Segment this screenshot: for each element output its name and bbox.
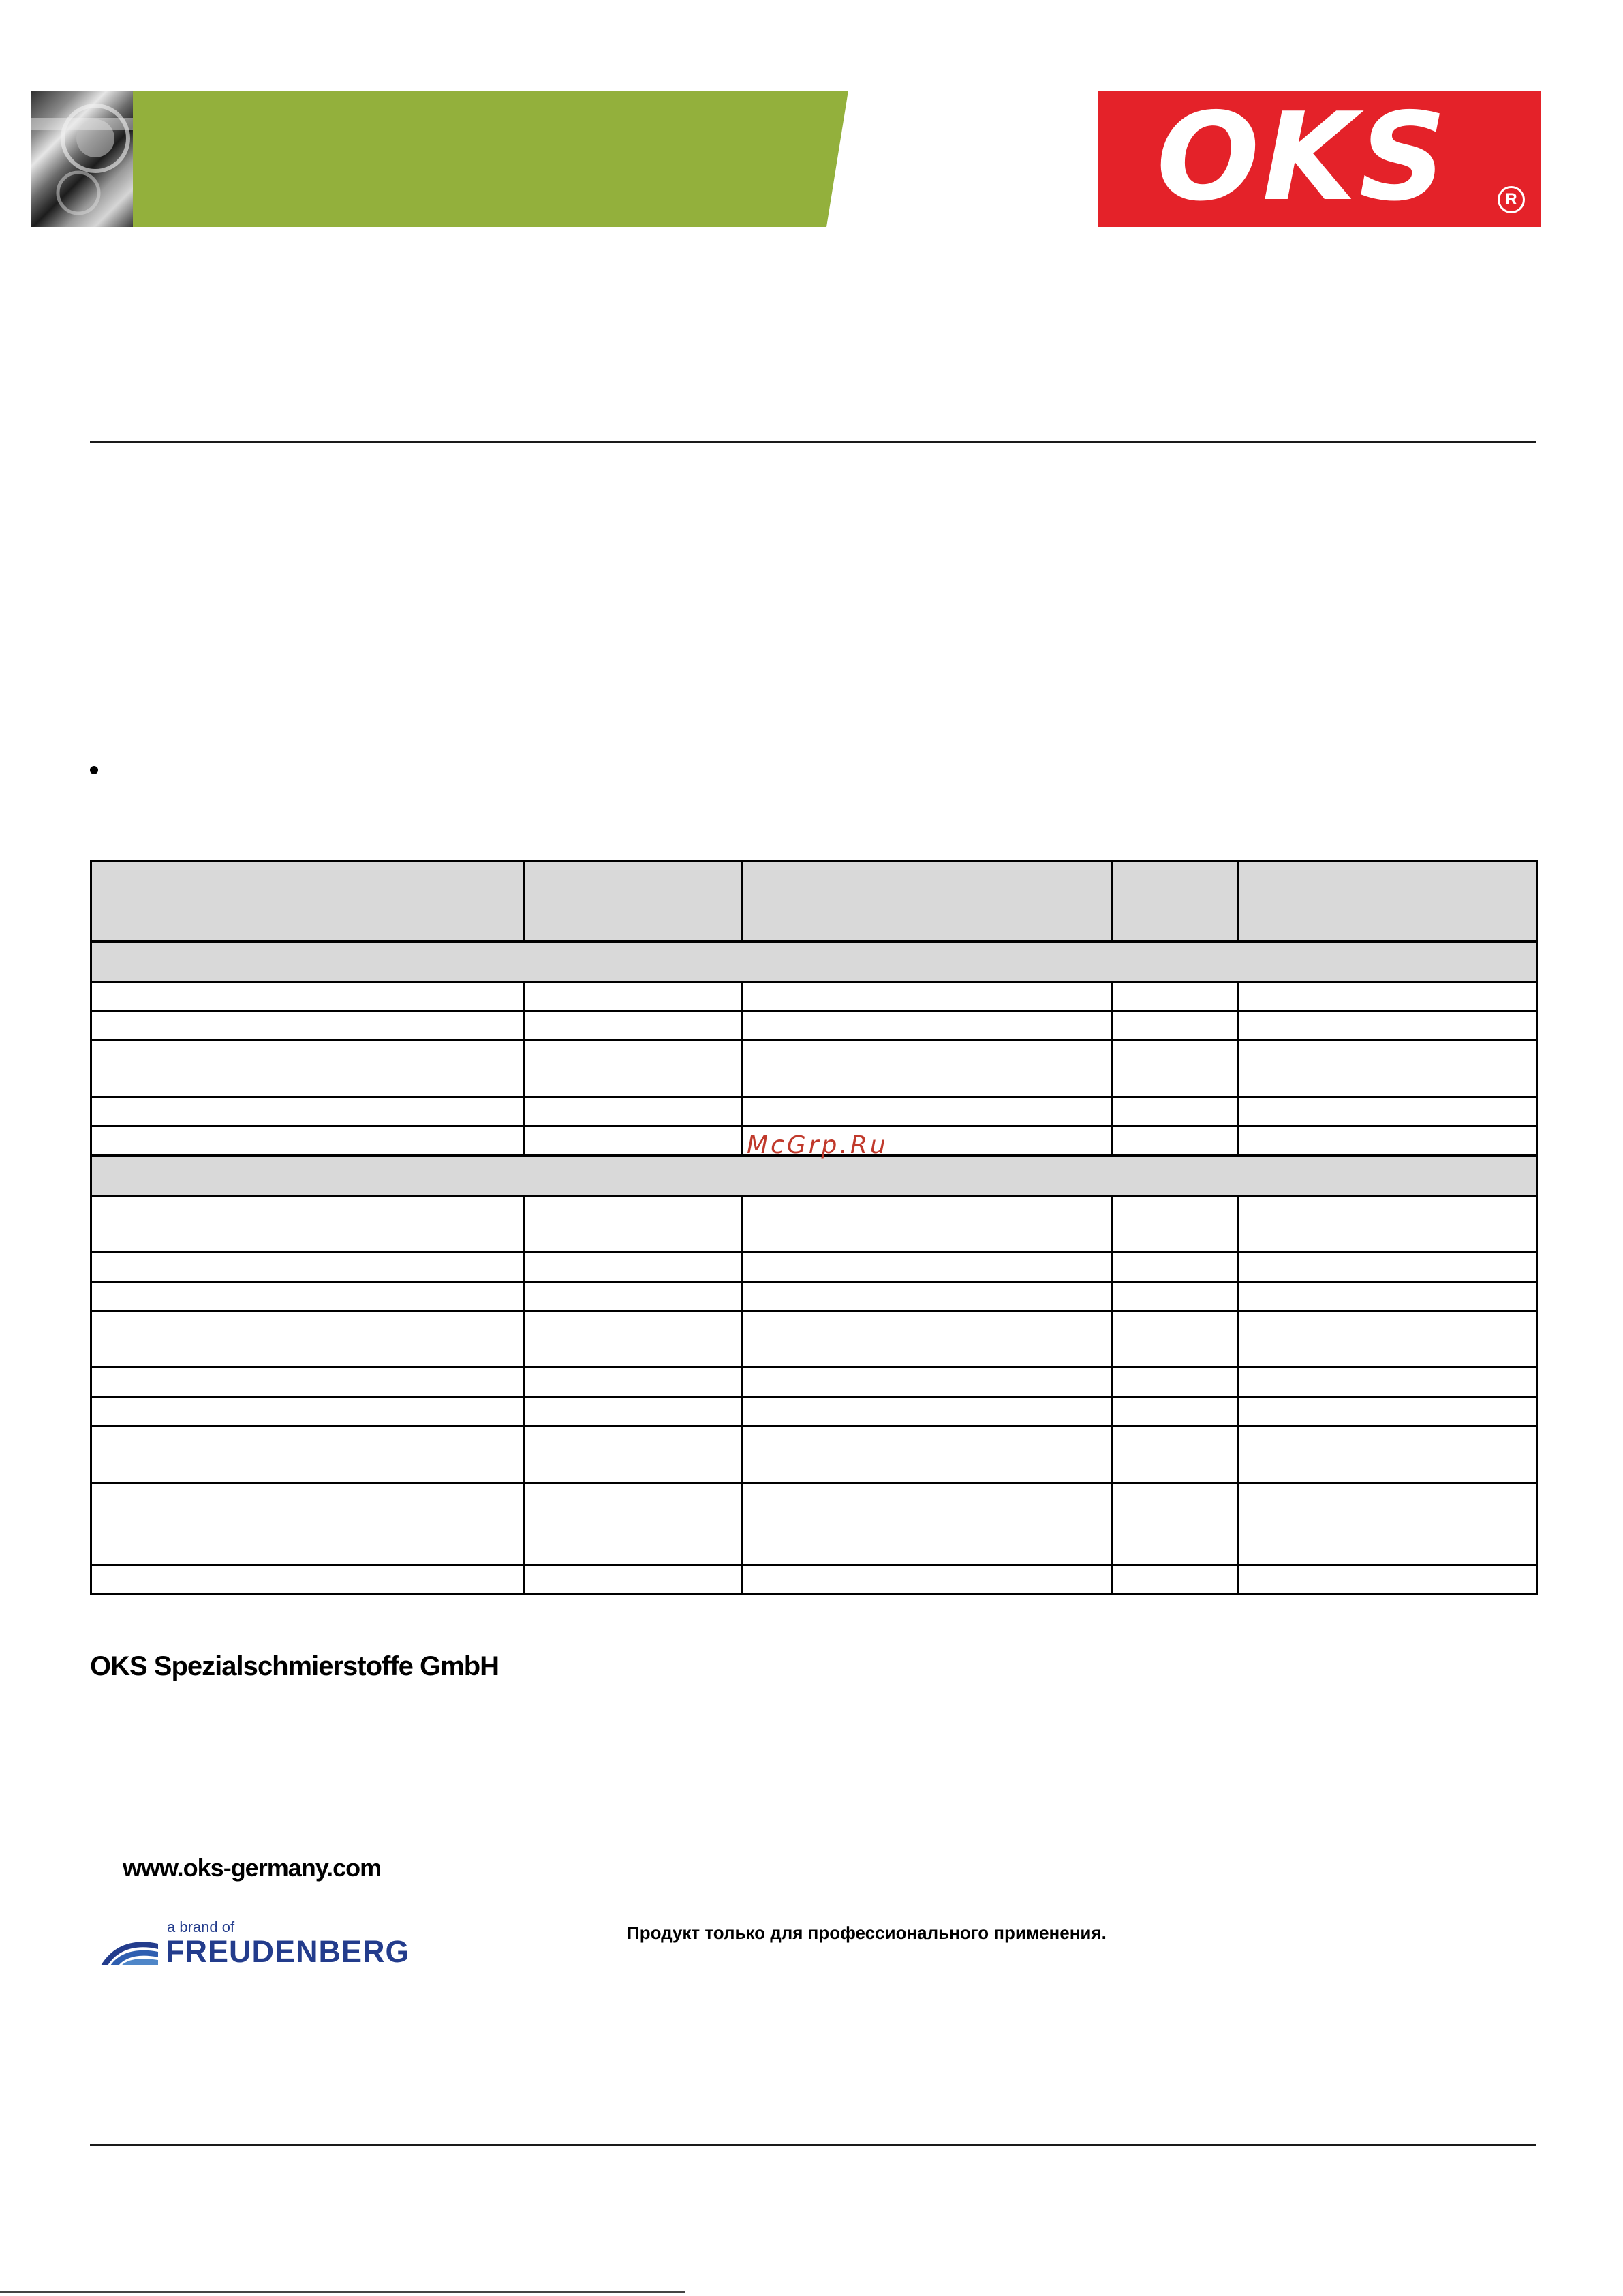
registered-mark-icon: R — [1498, 186, 1525, 213]
footer-divider — [90, 2144, 1536, 2146]
table-cell — [525, 1565, 743, 1595]
table-cell — [525, 1483, 743, 1565]
table-cell — [91, 1565, 525, 1595]
table-cell — [91, 1196, 525, 1253]
table-body — [91, 942, 1537, 1595]
table-row — [91, 1426, 1537, 1483]
table-cell — [1113, 1041, 1239, 1097]
table-row — [91, 1368, 1537, 1397]
table-cell — [91, 1253, 525, 1282]
table-cell — [525, 982, 743, 1011]
table-cell — [743, 1282, 1113, 1311]
table-cell — [91, 1097, 525, 1127]
table-cell — [1239, 1565, 1537, 1595]
table-cell — [743, 1097, 1113, 1127]
table-cell — [525, 1127, 743, 1156]
table-row — [91, 1483, 1537, 1565]
table-cell — [525, 1311, 743, 1368]
table-cell — [1239, 1041, 1537, 1097]
table-cell — [1113, 982, 1239, 1011]
table-cell — [1239, 982, 1537, 1011]
table-row — [91, 1565, 1537, 1595]
bullet-point-icon — [90, 766, 98, 774]
section-cell — [91, 1156, 1537, 1196]
table-cell — [743, 1196, 1113, 1253]
watermark: McGrp.Ru — [747, 1131, 888, 1159]
oks-logo — [1098, 87, 1541, 228]
table-section-row — [91, 1156, 1537, 1196]
table-cell — [743, 1397, 1113, 1426]
freudenberg-brand-name: FREUDENBERG — [166, 1934, 410, 1969]
table-header-row — [91, 861, 1537, 942]
table-cell — [743, 1483, 1113, 1565]
table-cell — [525, 1368, 743, 1397]
header-cell — [743, 861, 1113, 942]
table-cell — [91, 1011, 525, 1041]
table-cell — [525, 1097, 743, 1127]
table-cell — [91, 1041, 525, 1097]
table-cell — [1239, 1426, 1537, 1483]
table-cell — [91, 1483, 525, 1565]
table-row — [91, 1282, 1537, 1311]
table-cell — [743, 1253, 1113, 1282]
table-cell — [1239, 1282, 1537, 1311]
table-section-row — [91, 942, 1537, 982]
table-row — [91, 1253, 1537, 1282]
table-cell — [743, 1426, 1113, 1483]
header-cell — [1239, 861, 1537, 942]
table-row — [91, 1011, 1537, 1041]
table-cell — [1239, 1011, 1537, 1041]
table-cell — [743, 1368, 1113, 1397]
table-cell — [743, 1311, 1113, 1368]
table-cell — [91, 1311, 525, 1368]
table-cell — [525, 1253, 743, 1282]
table-cell — [525, 1011, 743, 1041]
table-cell — [743, 1565, 1113, 1595]
website-link[interactable]: www.oks-germany.com — [123, 1854, 382, 1882]
table-cell — [1113, 1368, 1239, 1397]
table-cell — [743, 1041, 1113, 1097]
table-row — [91, 1311, 1537, 1368]
header-cell — [525, 861, 743, 942]
oks-logo-text: OKS — [1156, 87, 1449, 228]
table-cell — [1113, 1011, 1239, 1041]
header-divider — [90, 441, 1536, 443]
table-cell — [1239, 1253, 1537, 1282]
pipe-flange-image — [31, 91, 133, 227]
freudenberg-logo-icon — [99, 1935, 159, 1968]
table-cell — [91, 1127, 525, 1156]
header-cell — [91, 861, 525, 942]
table-cell — [525, 1426, 743, 1483]
green-banner — [133, 91, 848, 227]
table-cell — [525, 1041, 743, 1097]
table-cell — [1113, 1426, 1239, 1483]
table-cell — [1113, 1483, 1239, 1565]
table-row — [91, 982, 1537, 1011]
table-cell — [743, 1011, 1113, 1041]
table-cell — [1239, 1127, 1537, 1156]
table-cell — [1113, 1196, 1239, 1253]
company-name: OKS Spezialschmierstoffe GmbH — [90, 1651, 499, 1681]
table-cell — [1113, 1397, 1239, 1426]
table-cell — [91, 982, 525, 1011]
table-cell — [91, 1426, 525, 1483]
table-cell — [1113, 1282, 1239, 1311]
table-cell — [91, 1368, 525, 1397]
table-cell — [1239, 1196, 1537, 1253]
table-cell — [1239, 1483, 1537, 1565]
table-row — [91, 1196, 1537, 1253]
table-cell — [91, 1397, 525, 1426]
product-photo — [31, 91, 133, 227]
table-cell — [525, 1196, 743, 1253]
table-cell — [1113, 1565, 1239, 1595]
table-cell — [525, 1397, 743, 1426]
professional-use-notice: Продукт только для профессионального применения. — [627, 1923, 1107, 1943]
table-cell — [1113, 1253, 1239, 1282]
table-cell — [525, 1282, 743, 1311]
header-cell — [1113, 861, 1239, 942]
section-cell — [91, 942, 1537, 982]
table-cell — [91, 1282, 525, 1311]
table-row — [91, 1397, 1537, 1426]
table-cell — [1239, 1097, 1537, 1127]
table-cell — [1113, 1127, 1239, 1156]
table-row — [91, 1097, 1537, 1127]
bottom-edge-line — [0, 2291, 685, 2293]
table-cell — [1113, 1097, 1239, 1127]
table-cell — [1239, 1397, 1537, 1426]
table-cell — [1239, 1368, 1537, 1397]
table-cell — [1239, 1311, 1537, 1368]
table-cell — [1113, 1311, 1239, 1368]
table-row — [91, 1041, 1537, 1097]
brand-of-label: a brand of — [167, 1918, 235, 1935]
specification-table — [90, 860, 1538, 1595]
table-cell — [743, 982, 1113, 1011]
